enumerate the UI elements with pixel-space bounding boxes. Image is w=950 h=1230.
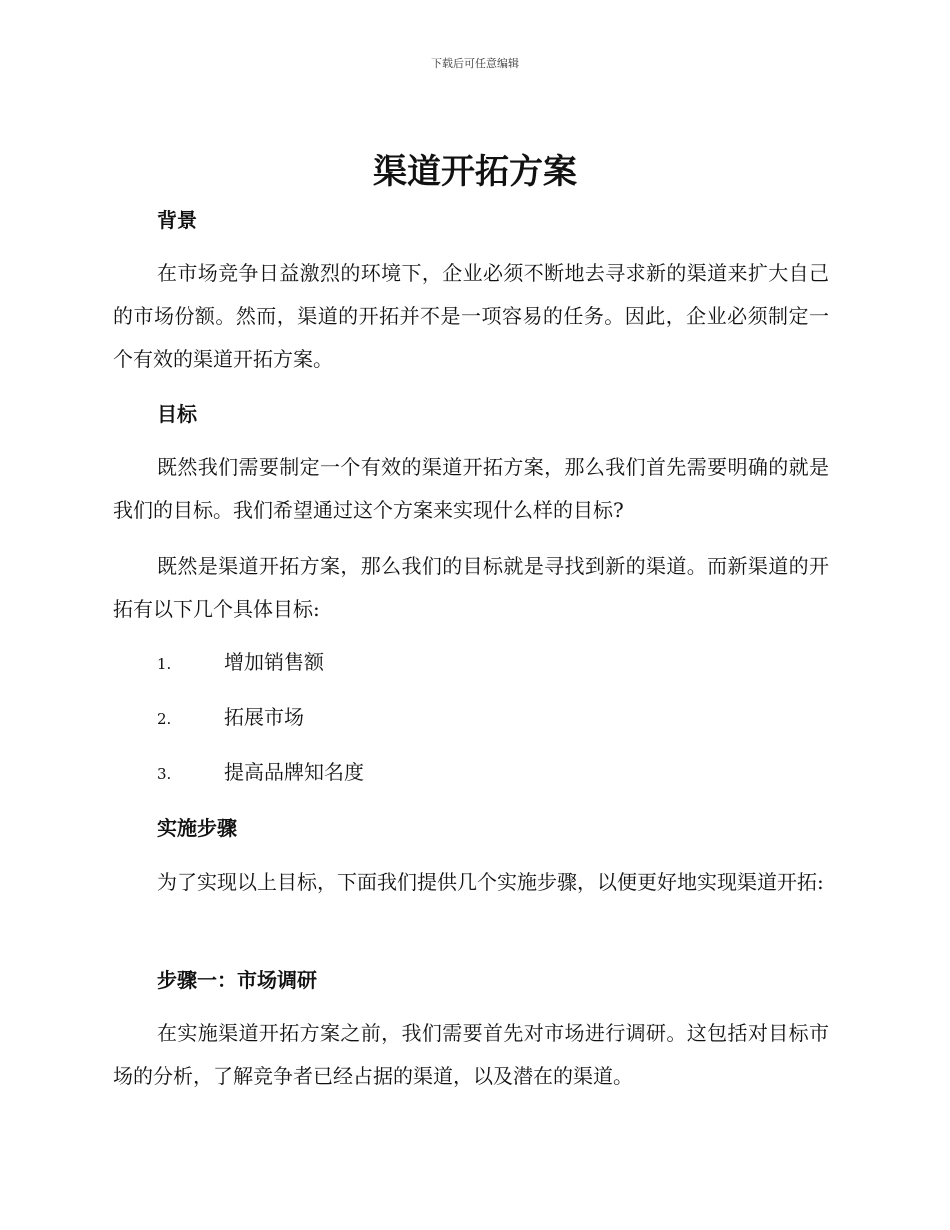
section-heading-goals: 目标	[157, 402, 197, 426]
step1-paragraph: 在实施渠道开拓方案之前，我们需要首先对市场进行调研。这包括对目标市场的分析，了解竞争者已经占据的渠道，以及潜在的渠道。	[113, 1021, 829, 1088]
page-header-note: 下载后可任意编辑	[431, 57, 519, 70]
goals-paragraph-1: 既然我们需要制定一个有效的渠道开拓方案，那么我们首先需要明确的就是我们的目标。我们希望通过这个方案来实现什么样的目标?	[113, 455, 829, 522]
section-heading-background: 背景	[157, 208, 197, 232]
step1-heading: 步骤一：市场调研	[157, 968, 317, 992]
goal-list-item	[157, 703, 304, 733]
list-number: 2.	[157, 710, 172, 728]
list-number: 3.	[157, 765, 172, 783]
section-heading-steps: 实施步骤	[157, 816, 237, 840]
goal-list-item	[157, 648, 324, 678]
list-text: 提高品牌知名度	[224, 760, 364, 784]
list-number: 1.	[157, 655, 172, 673]
goal-list-item	[157, 758, 364, 788]
steps-paragraph: 为了实现以上目标，下面我们提供几个实施步骤，以便更好地实现渠道开拓:	[157, 870, 824, 894]
document-title: 渠道开拓方案	[373, 152, 577, 192]
background-paragraph: 在市场竞争日益激烈的环境下，企业必须不断地去寻求新的渠道来扩大自己的市场份额。然而，渠道的开拓并不是一项容易的任务。因此，企业必须制定一个有效的渠道开拓方案。	[113, 261, 829, 371]
goals-paragraph-2: 既然是渠道开拓方案，那么我们的目标就是寻找到新的渠道。而新渠道的开拓有以下几个具体目标:	[113, 554, 829, 621]
list-text: 增加销售额	[224, 650, 324, 674]
list-text: 拓展市场	[224, 705, 304, 729]
